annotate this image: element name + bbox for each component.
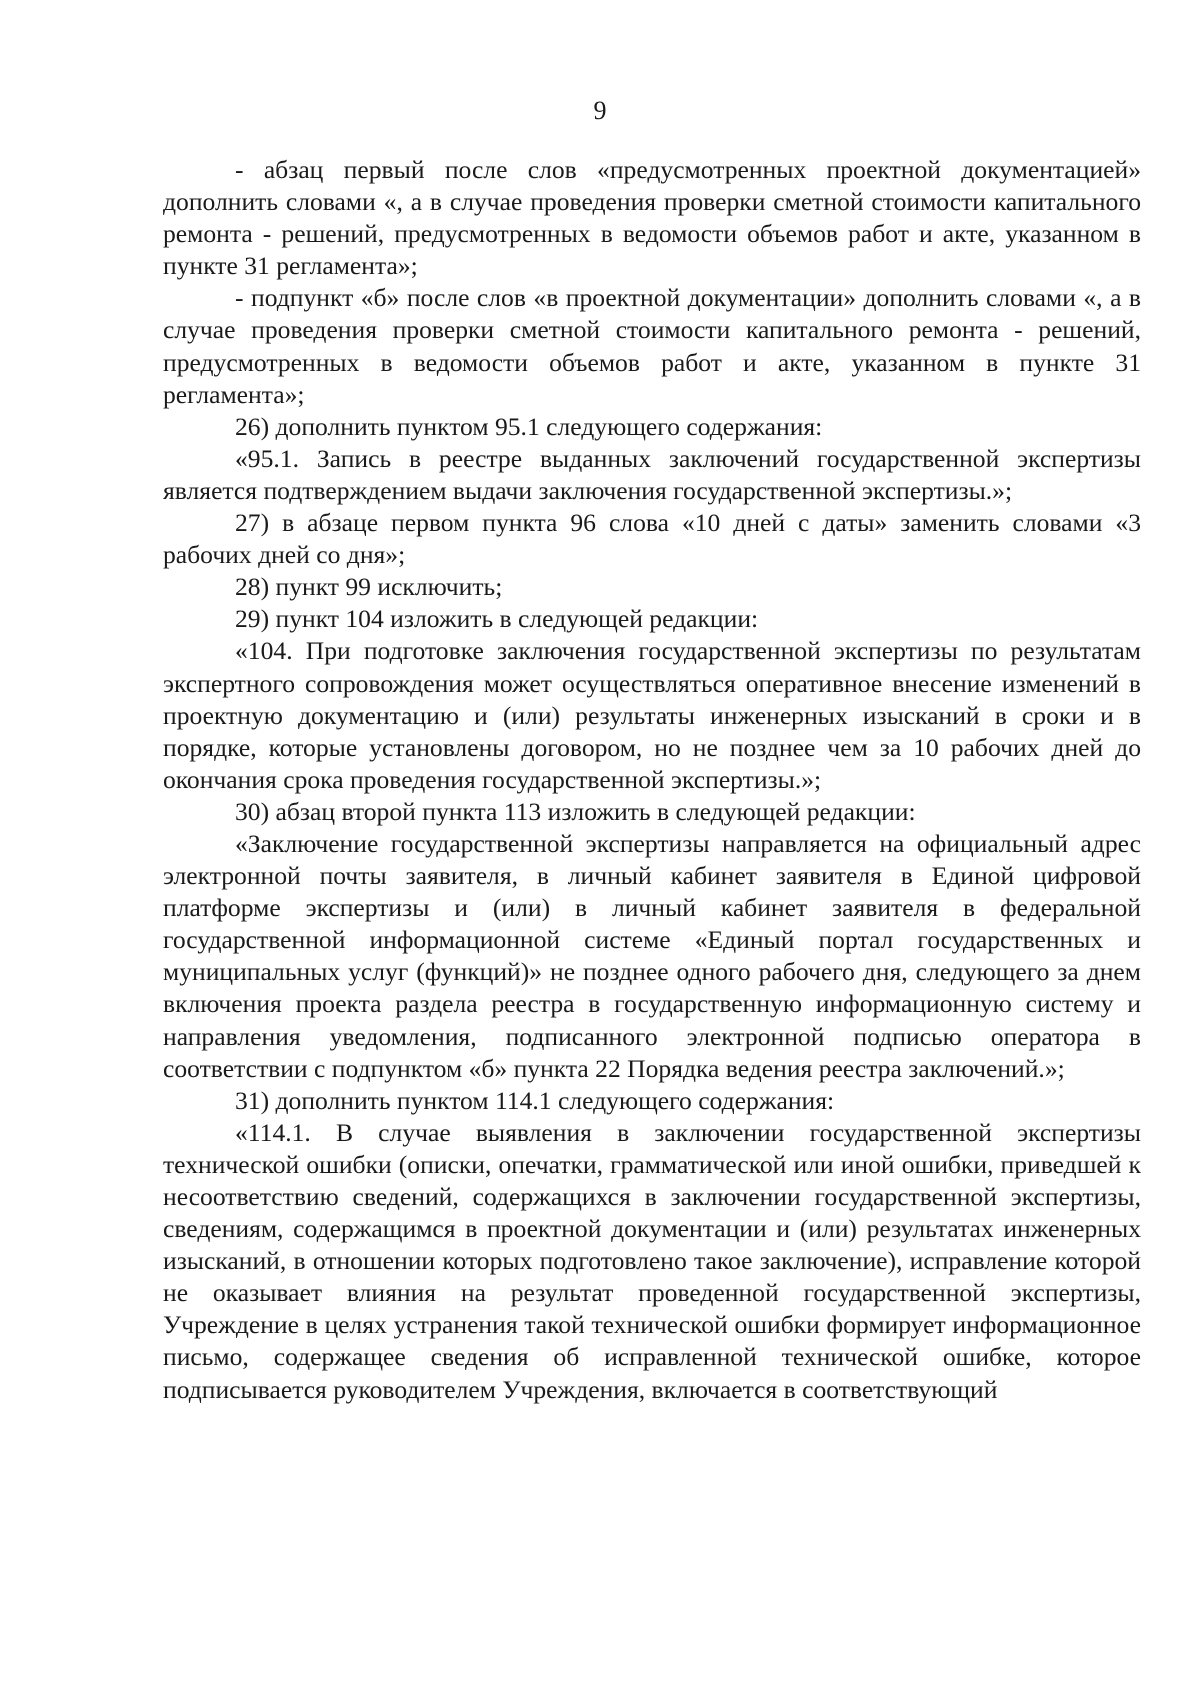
paragraph-quote-104: «104. При подготовке заключения государственной экспертизы по результатам экспертного сопровождения может осуществляться оперативное внесение изменений в проектную документацию и (или) результаты инженерных изысканий в сроки и в порядке, которые установлены договором, но не позднее чем за 10 рабочих дней до окончания срока проведения государственной экспертизы.»; bbox=[163, 636, 1141, 794]
page-number: 9 bbox=[593, 96, 607, 125]
paragraph-quote-95-1: «95.1. Запись в реестре выданных заключений государственной экспертизы является подтверждением выдачи заключения государственной экспертизы.»; bbox=[163, 443, 1141, 505]
paragraph-item-28: 28) пункт 99 исключить; bbox=[235, 572, 503, 602]
paragraph-item-31: 31) дополнить пунктом 114.1 следующего содержания: bbox=[235, 1085, 835, 1115]
paragraph-item-30: 30) абзац второй пункта 113 изложить в следующей редакции: bbox=[235, 796, 916, 826]
paragraph-item-27: 27) в абзаце первом пункта 96 слова «10 дней с даты» заменить словами «3 рабочих дней со дня»; bbox=[163, 508, 1141, 570]
document-body bbox=[163, 154, 1141, 1406]
paragraph-item-26: 26) дополнить пунктом 95.1 следующего содержания: bbox=[235, 411, 823, 441]
paragraph-item-29: 29) пункт 104 изложить в следующей редакции: bbox=[235, 604, 759, 634]
paragraph-amendment-first-abzac: - абзац первый после слов «предусмотренных проектной документацией» дополнить словами «, а в случае проведения проверки сметной стоимости капитального ремонта - решений, предусмотренных в ведомости объемов работ и акте, указанном в пункте 31 регламента»; bbox=[163, 155, 1141, 281]
paragraph-amendment-subpoint-b: - подпункт «б» после слов «в проектной документации» дополнить словами «, а в случае проведения проверки сметной стоимости капитального ремонта - решений, предусмотренных в ведомости объемов работ и акте, указанном в пункте 31 регламента»; bbox=[163, 283, 1141, 409]
paragraph-quote-113: «Заключение государственной экспертизы направляется на официальный адрес электронной почты заявителя, в личный кабинет заявителя в Единой цифровой платформе экспертизы и (или) в личный кабинет заявителя в федеральной государственной информационной системе «Единый портал государственных и муниципальных услуг (функций)» не позднее одного рабочего дня, следующего за днем включения проекта раздела реестра в государственную информационную систему и направления уведомления, подписанного электронной подписью оператора в соответствии с подпунктом «б» пункта 22 Порядка ведения реестра заключений.»; bbox=[163, 828, 1141, 1083]
paragraph-quote-114-1: «114.1. В случае выявления в заключении государственной экспертизы технической ошибки (описки, опечатки, грамматической или иной ошибки, приведшей к несоответствию сведений, содержащихся в заключении государственной экспертизы, сведениям, содержащимся в проектной документации и (или) результатах инженерных изысканий, в отношении которых подготовлено такое заключение), исправление которой не оказывает влияния на результат проведенной государственной экспертизы, Учреждение в целях устранения такой технической ошибки формирует информационное письмо, содержащее сведения об исправленной технической ошибке, которое подписывается руководителем Учреждения, включается в соответствующий bbox=[163, 1117, 1141, 1404]
